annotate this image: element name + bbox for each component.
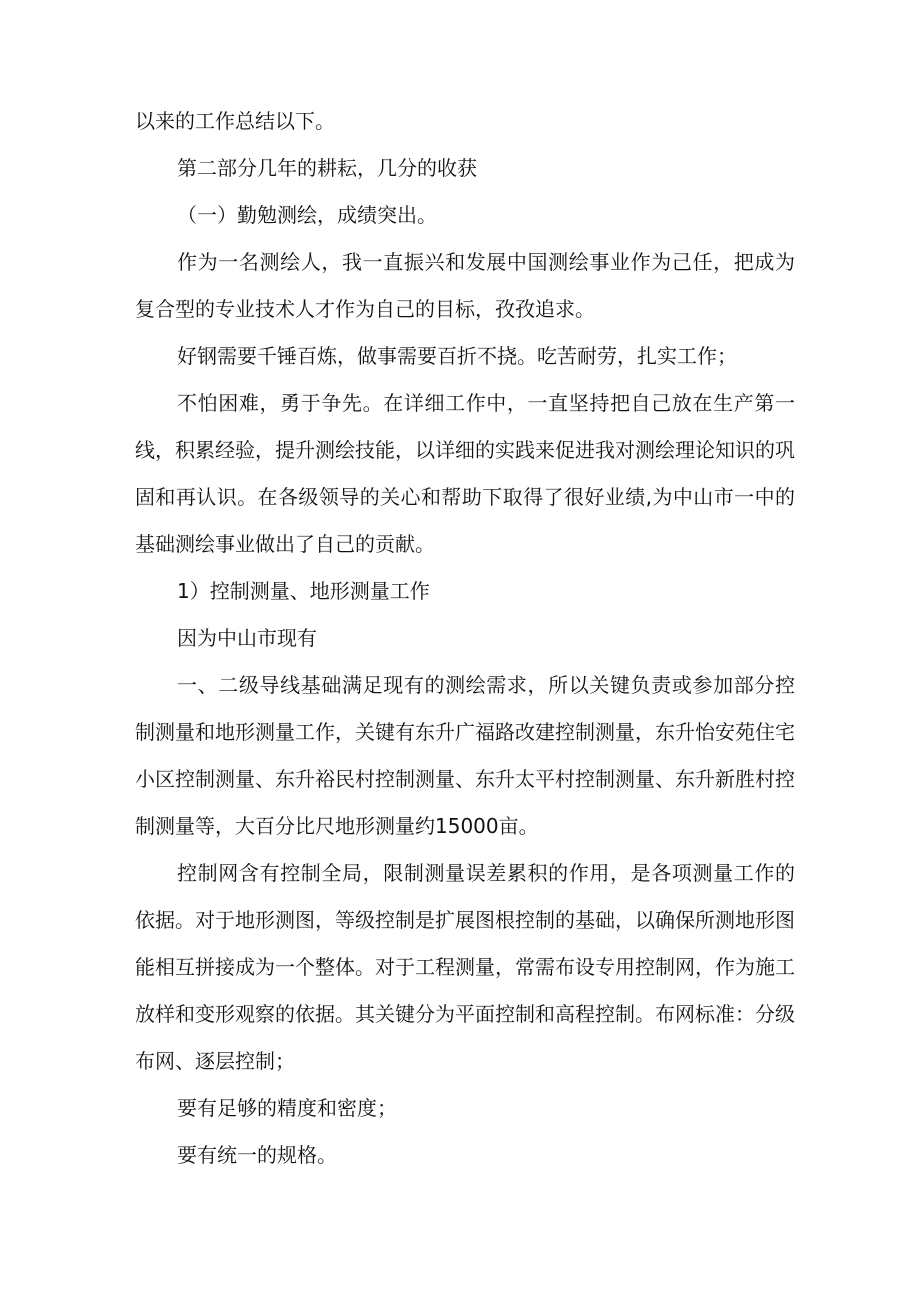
section-heading: 第二部分几年的耕耘，几分的收获 <box>177 156 477 180</box>
paragraph: 要有足够的精度和密度； <box>177 1096 397 1120</box>
paragraph: 控制网含有控制全局，限制测量误差累积的作用，是各项测量工作的依据。对于地形测图，等级控制是扩展图根控制的基础，以确保所测地形图能相互拼接成为一个整体。对于工程测量，常需布设专用控制网，作为施工放样和变形观察的依据。其关键分为平面控制和高程控制。布网标准：分级布网、逐层控制； <box>135 861 795 1073</box>
subsection-heading: （一）勤勉测绘，成绩突出。 <box>177 203 437 227</box>
paragraph: 好钢需要千锤百炼，做事需要百折不挠。吃苦耐劳，扎实工作； <box>177 344 737 368</box>
item-heading: 1）控制测量、地形测量工作 <box>177 579 430 603</box>
document-body <box>135 98 795 1179</box>
paragraph: 作为一名测绘人，我一直振兴和发展中国测绘事业作为己任，把成为复合型的专业技术人才作为自己的目标，孜孜追求。 <box>135 250 795 321</box>
paragraph: 因为中山市现有 <box>177 626 317 650</box>
paragraph: 不怕困难，勇于争先。在详细工作中，一直坚持把自己放在生产第一线，积累经验，提升测绘技能，以详细的实践来促进我对测绘理论知识的巩固和再认识。在各级领导的关心和帮助下取得了很好业绩,为中山市一中的基础测绘事业做出了自己的贡献。 <box>135 391 795 556</box>
paragraph: 以来的工作总结以下。 <box>135 109 335 133</box>
paragraph: 要有统一的规格。 <box>177 1143 337 1167</box>
paragraph: 一、二级导线基础满足现有的测绘需求，所以关键负责或参加部分控制测量和地形测量工作，关键有东升广福路改建控制测量，东升怡安苑住宅小区控制测量、东升裕民村控制测量、东升太平村控制测量、东升新胜村控制测量等，大百分比尺地形测量约15000亩。 <box>135 673 795 838</box>
